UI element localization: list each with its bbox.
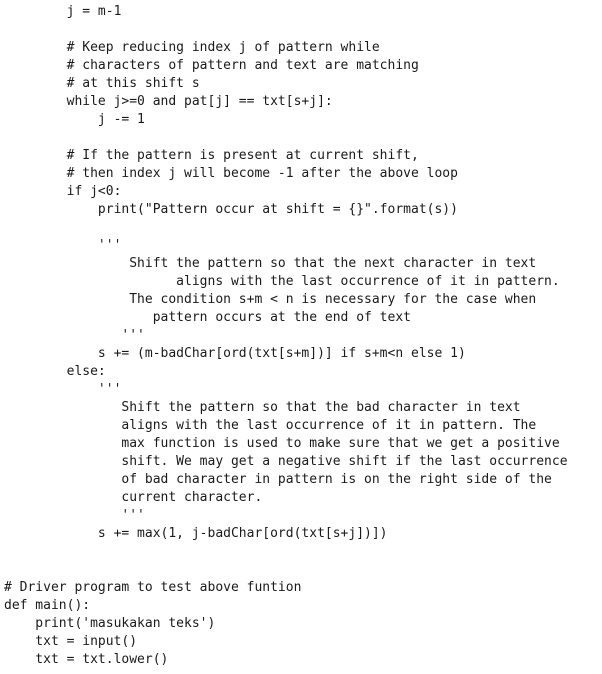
code-line: if j<0: — [4, 184, 122, 199]
code-line: def main(): — [4, 598, 91, 613]
code-line: print('masukakan teks') — [4, 616, 216, 631]
code-line: max function is used to make sure that we get a positive — [4, 436, 560, 451]
code-line: ''' — [4, 328, 145, 343]
code-line: while j>=0 and pat[j] == txt[s+j]: — [4, 94, 333, 109]
code-line: j = m-1 — [4, 4, 122, 19]
code-line: # at this shift s — [4, 76, 200, 91]
code-line: pattern occurs at the end of text — [4, 310, 411, 325]
code-line: current character. — [4, 490, 263, 505]
code-line: # characters of pattern and text are matching — [4, 58, 419, 73]
code-line — [4, 129, 600, 147]
code-line: ''' — [4, 238, 122, 253]
code-line — [4, 561, 600, 579]
code-line: txt = txt.lower() — [4, 652, 169, 667]
code-line: The condition s+m < n is necessary for the case when — [4, 292, 537, 307]
code-block — [4, 3, 600, 669]
code-line: # Keep reducing index j of pattern while — [4, 40, 380, 55]
code-line: ''' — [4, 508, 145, 523]
code-line: # then index j will become -1 after the above loop — [4, 166, 458, 181]
code-line: print("Pattern occur at shift = {}".format(s)) — [4, 202, 458, 217]
code-line: txt = input() — [4, 634, 138, 649]
code-line: j -= 1 — [4, 112, 145, 127]
code-line — [4, 543, 600, 561]
code-line: Shift the pattern so that the bad character in text — [4, 400, 521, 415]
code-line — [4, 21, 600, 39]
code-line — [4, 219, 600, 237]
code-line: # If the pattern is present at current shift, — [4, 148, 419, 163]
code-line: else: — [4, 364, 106, 379]
code-line: # Driver program to test above funtion — [4, 580, 302, 595]
code-line: Shift the pattern so that the next character in text — [4, 256, 537, 271]
code-line: s += max(1, j-badChar[ord(txt[s+j])]) — [4, 526, 388, 541]
code-line: aligns with the last occurrence of it in pattern. The — [4, 418, 537, 433]
code-line: ''' — [4, 382, 122, 397]
code-line: aligns with the last occurrence of it in pattern. — [4, 274, 560, 289]
code-line: of bad character in pattern is on the right side of the — [4, 472, 552, 487]
code-line: shift. We may get a negative shift if the last occurrence — [4, 454, 568, 469]
code-line: s += (m-badChar[ord(txt[s+m])] if s+m<n else 1) — [4, 346, 466, 361]
